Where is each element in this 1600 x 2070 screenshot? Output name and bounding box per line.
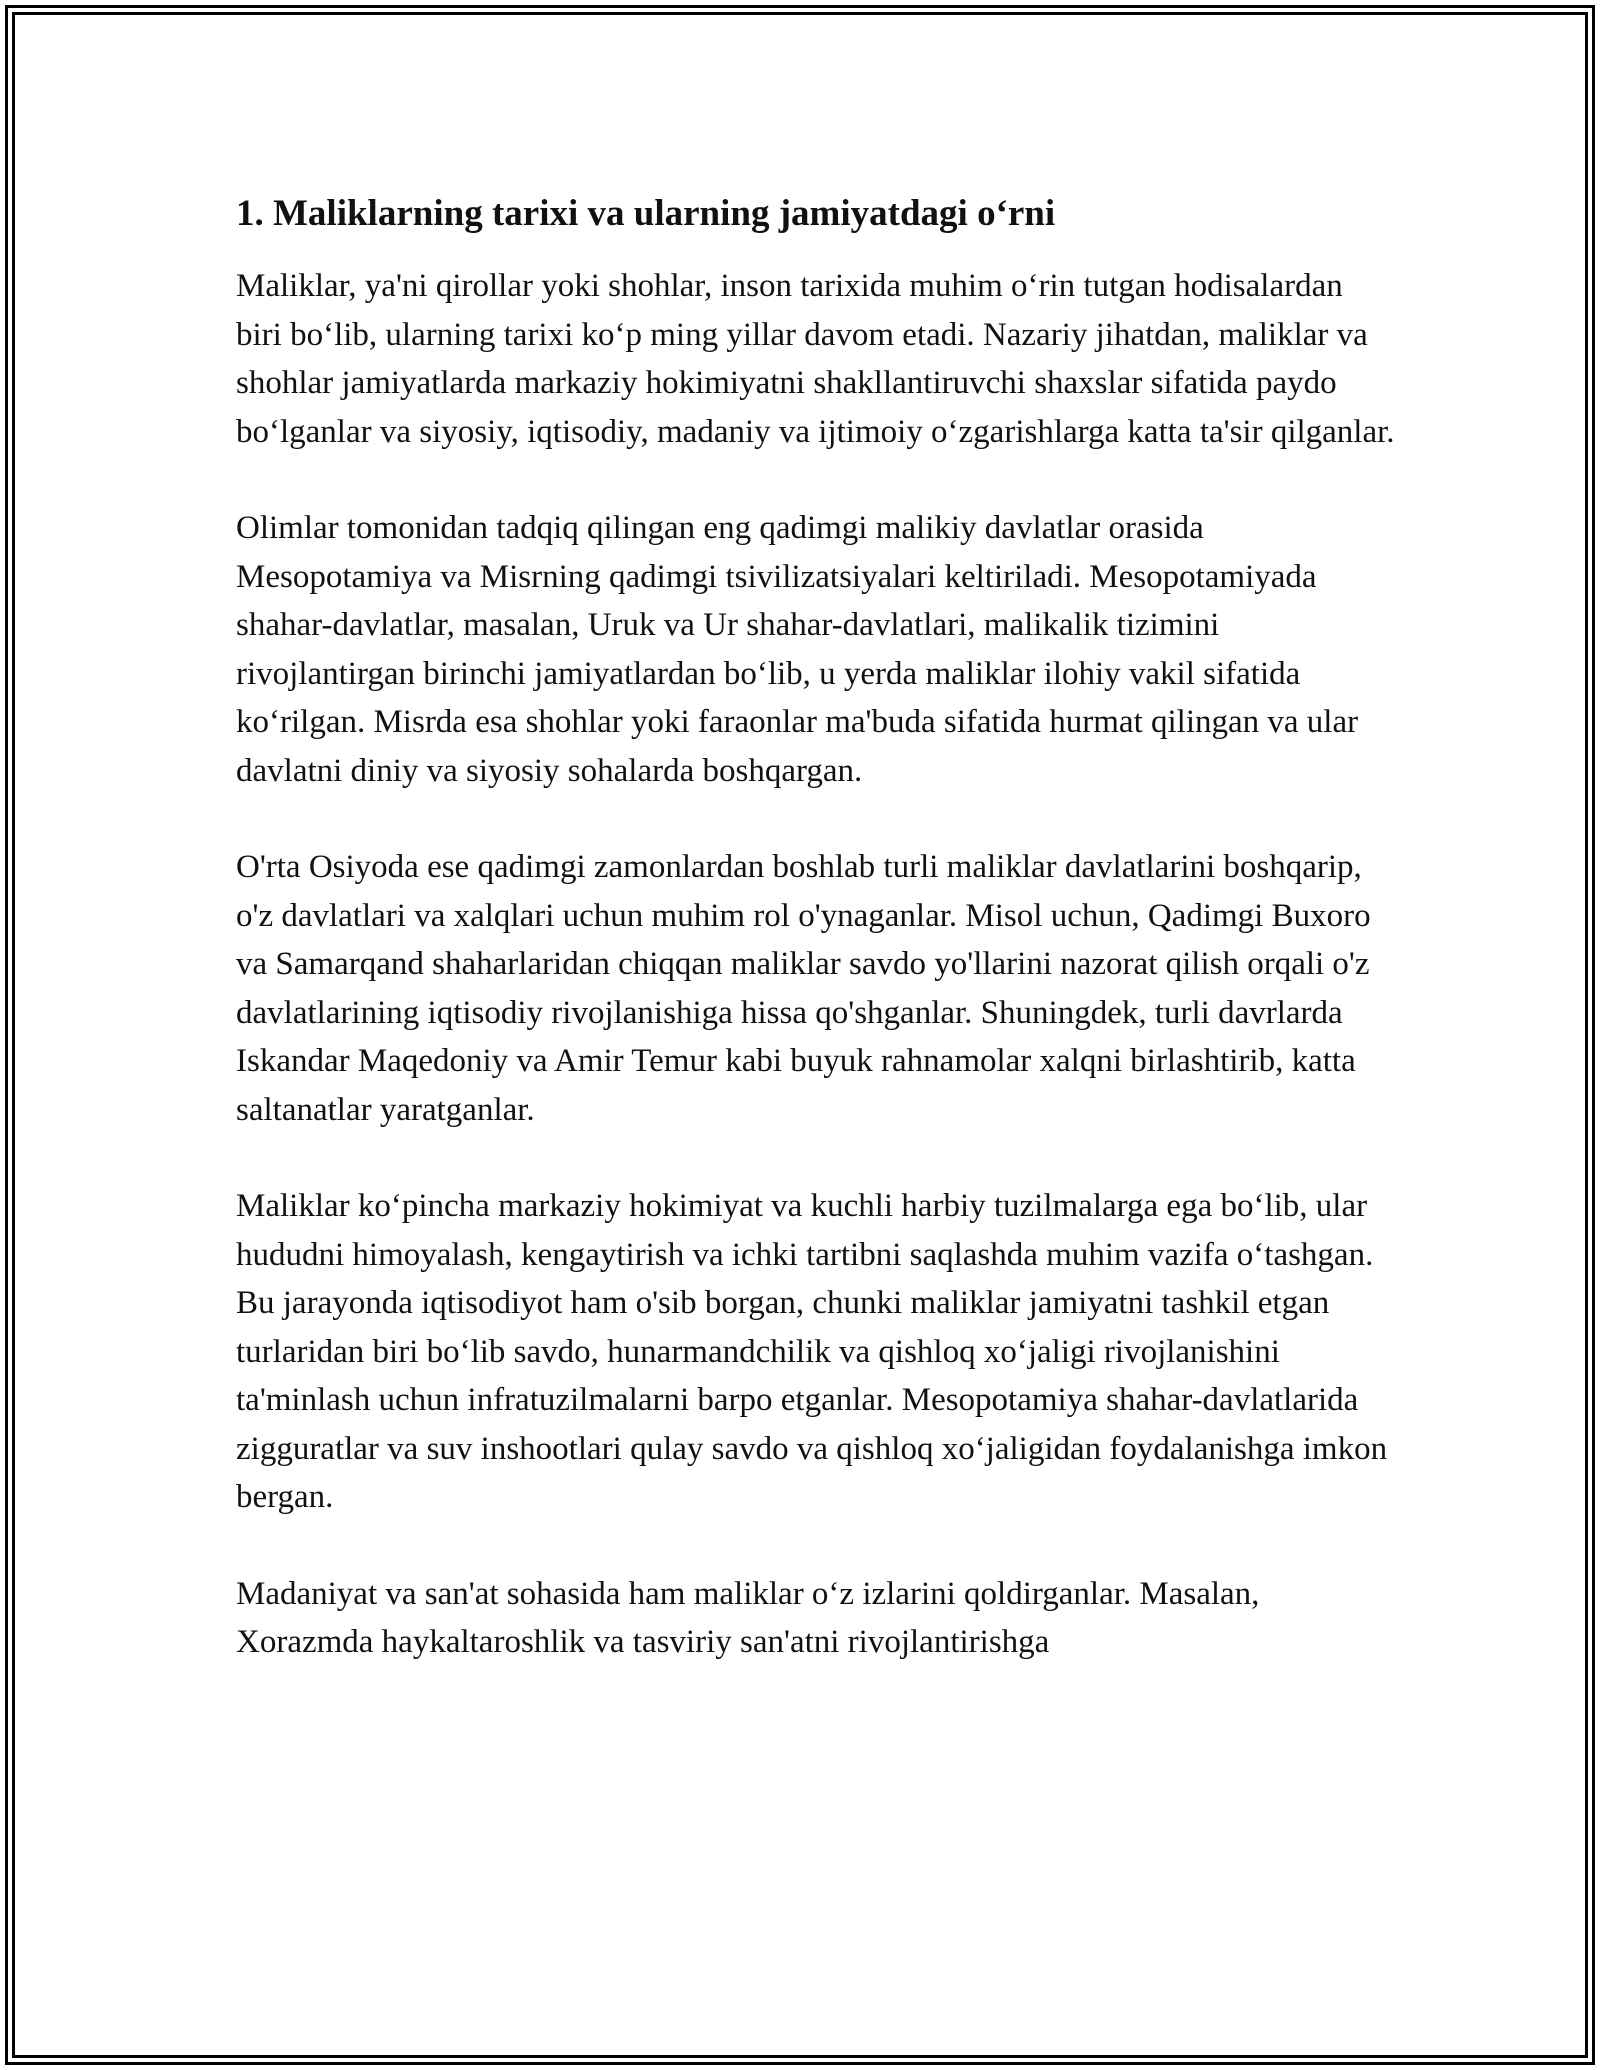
paragraph-1: Maliklar, ya'ni qirollar yoki shohlar, inson tarixida muhim o‘rin tutgan hodisalardan biri bo‘lib, ularning tarixi ko‘p ming yillar davom etadi. Nazariy jihatdan, maliklar va shohlar jamiyatlarda markaziy hokimiyatni shakllantiruvchi shaxslar sifatida paydo bo‘lganlar va siyosiy, iqtisodiy, madaniy va ijtimoiy o‘zgarishlarga katta ta'sir qilganlar. (236, 268, 1395, 450)
document-body (236, 184, 1396, 1715)
paragraph-2: Olimlar tomonidan tadqiq qilingan eng qadimgi malikiy davlatlar orasida Mesopotamiya va Misrning qadimgi tsivilizatsiyalari keltiriladi. Mesopotamiyada shahar-davlatlar, masalan, Uruk va Ur shahar-davlatlari, malikalik tizimini rivojlantirgan birinchi jamiyatlardan bo‘lib, u yerda maliklar ilohiy vakil sifatida ko‘rilgan. Misrda esa shohlar yoki faraonlar ma'buda sifatida hurmat qilingan va ular davlatni diniy va siyosiy sohalarda boshqargan. (236, 510, 1359, 789)
paragraph-5: Madaniyat va san'at sohasida ham maliklar o‘z izlarini qoldirganlar. Masalan, Xorazmda haykaltaroshlik va tasviriy san'atni rivojlantirishga (236, 1575, 1260, 1660)
section-heading: 1. Maliklarning tarixi va ularning jamiyatdagi o‘rni (236, 193, 1056, 234)
paragraph-3: O'rta Osiyoda ese qadimgi zamonlardan boshlab turli maliklar davlatlarini boshqarip, o'z davlatlari va xalqlari uchun muhim rol o'ynaganlar. Misol uchun, Qadimgi Buxoro va Samarqand shaharlaridan chiqqan maliklar savdo yo'llarini nazorat qilish orqali o'z davlatlarining iqtisodiy rivojlanishiga hissa qo'shganlar. Shuningdek, turli davrlarda Iskandar Maqedoniy va Amir Temur kabi buyuk rahnamolar xalqni birlashtirib, katta saltanatlar yaratganlar. (236, 849, 1371, 1128)
paragraph-4: Maliklar ko‘pincha markaziy hokimiyat va kuchli harbiy tuzilmalarga ega bo‘lib, ular hududni himoyalash, kengaytirish va ichki tartibni saqlashda muhim vazifa o‘tashgan. Bu jarayonda iqtisodiyot ham o'sib borgan, chunki maliklar jamiyatni tashkil etgan turlaridan biri bo‘lib savdo, hunarmandchilik va qishloq xo‘jaligi rivojlanishini ta'minlash uchun infratuzilmalarni barpo etganlar. Mesopotamiya shahar-davlatlarida zigguratlar va suv inshootlari qulay savdo va qishloq xo‘jaligidan foydalanishga imkon bergan. (236, 1188, 1388, 1515)
